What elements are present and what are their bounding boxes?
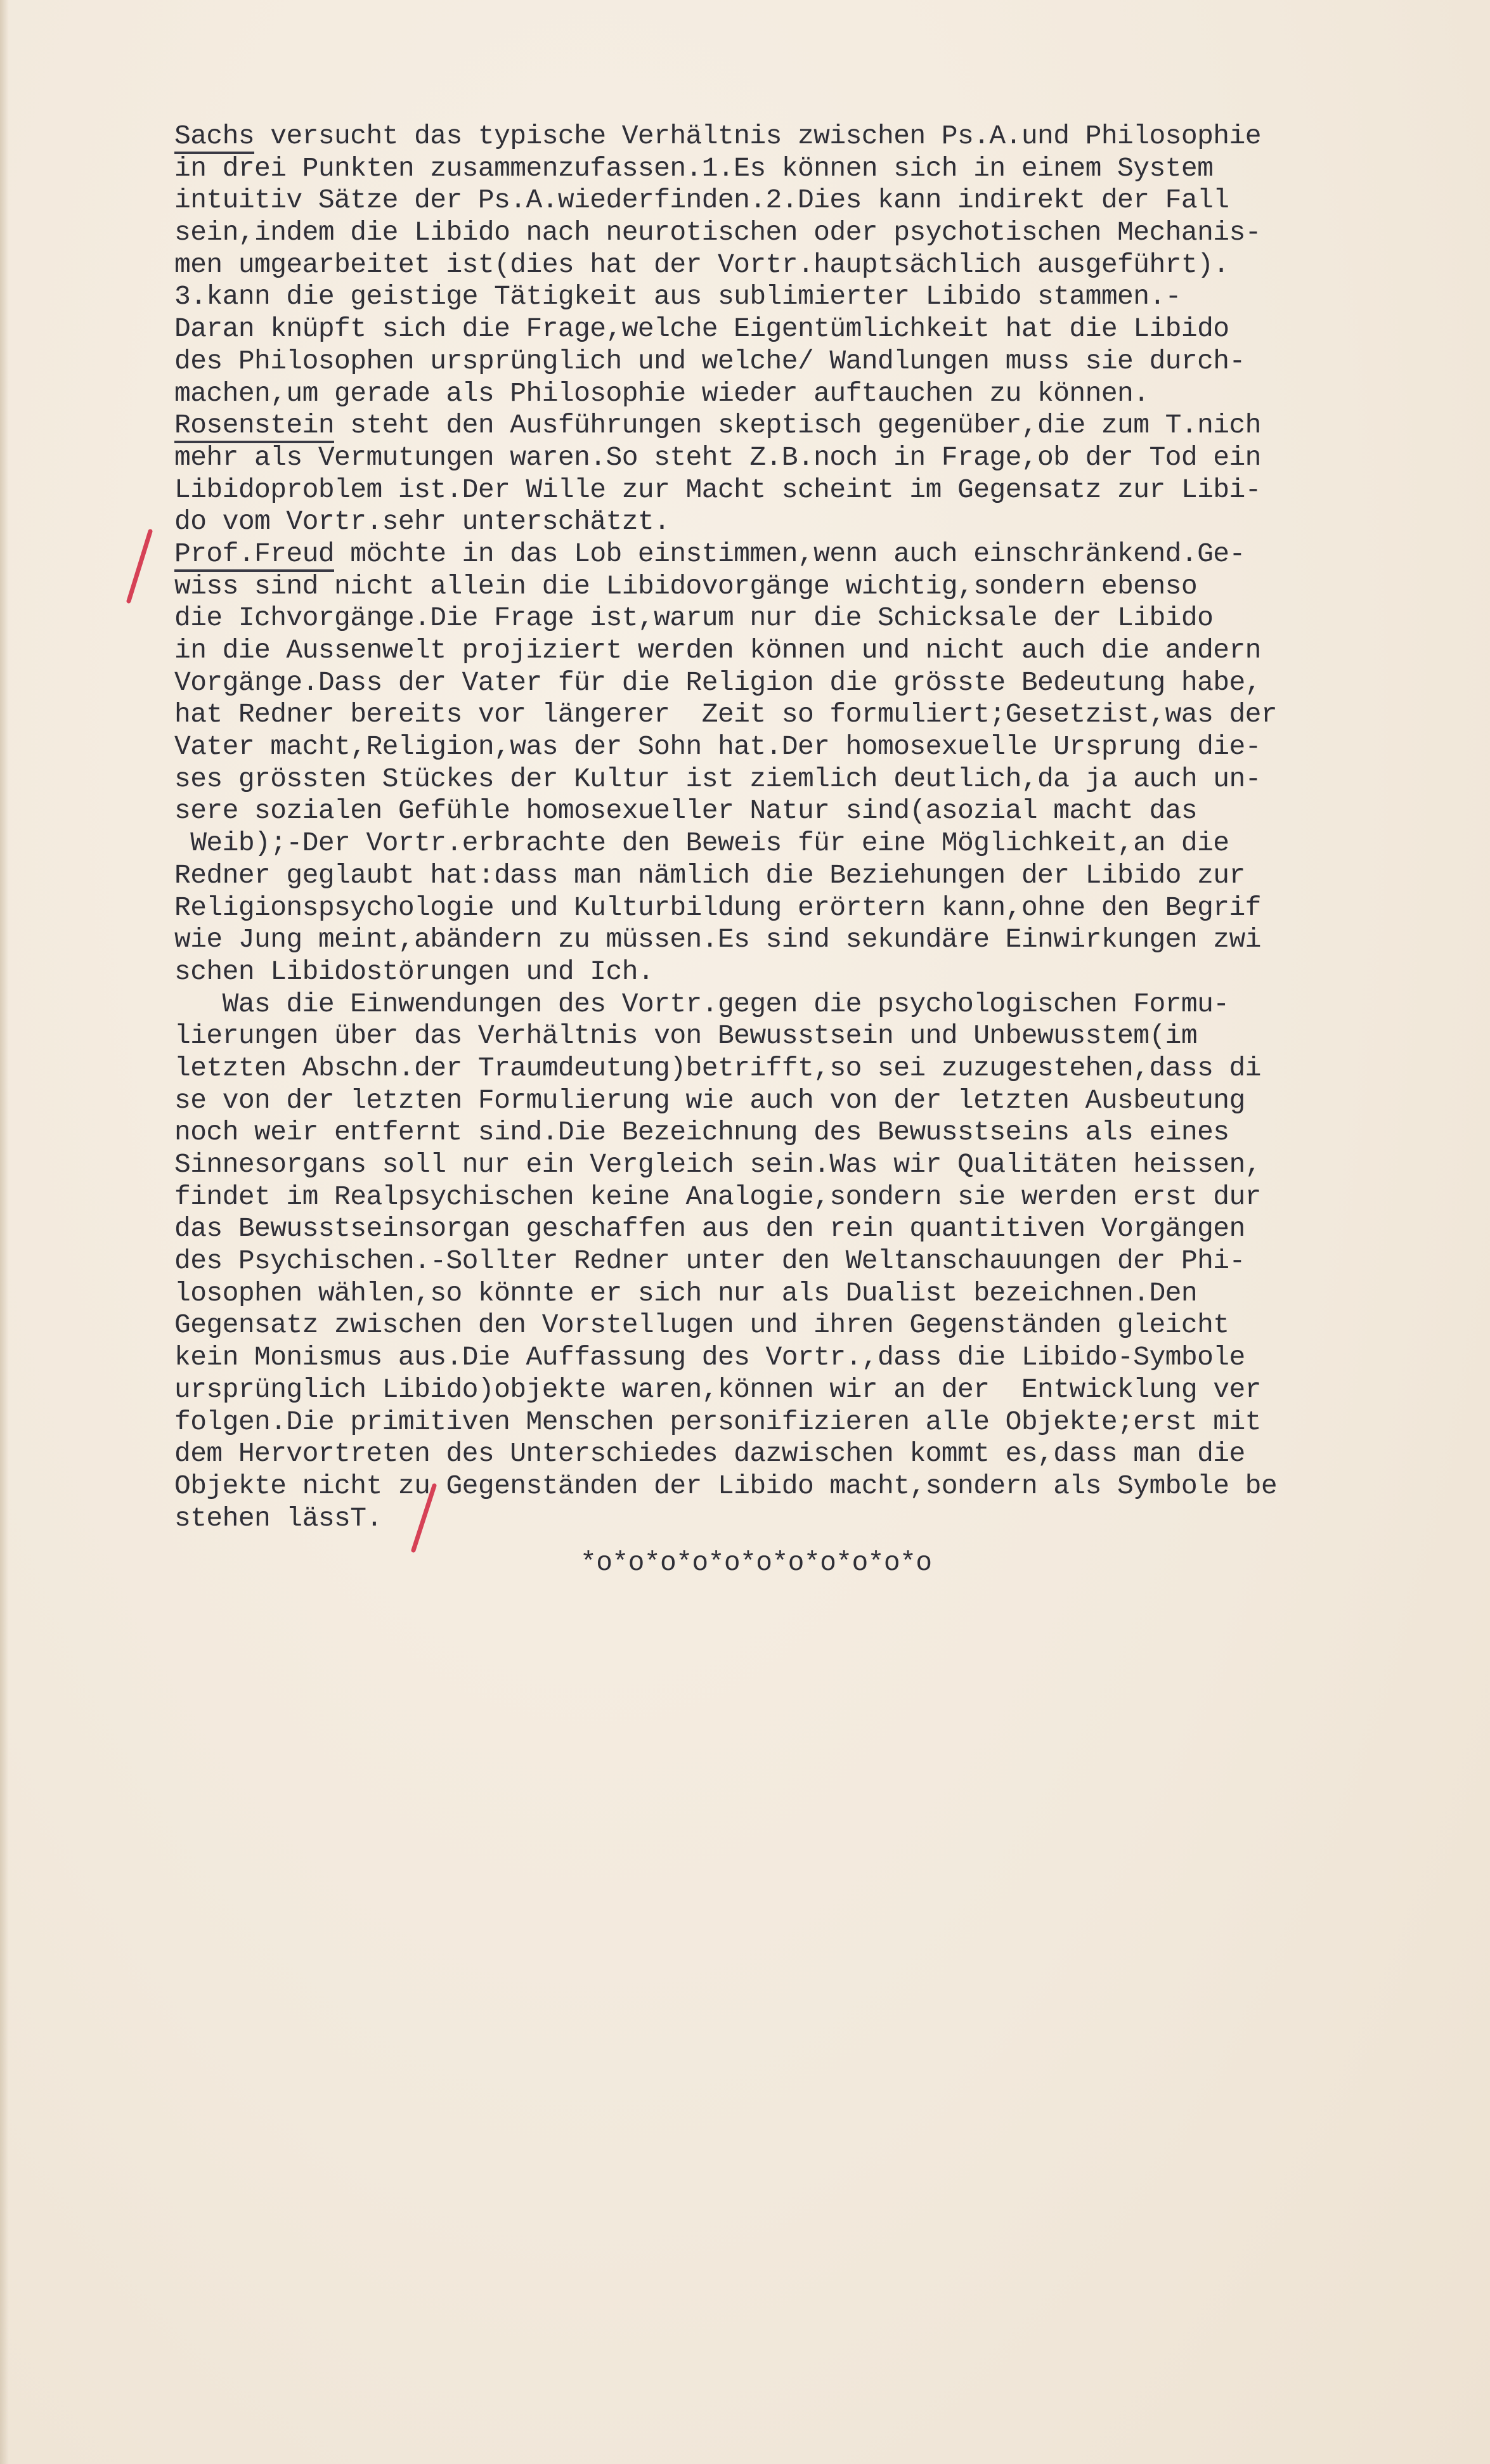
text-line: ses grössten Stückes der Kultur ist ziemlich deutlich,da ja auch un- <box>174 763 1261 794</box>
text-line: do vom Vortr.sehr unterschätzt. <box>174 506 670 538</box>
text-line: Libidoproblem ist.Der Wille zur Macht scheint im Gegensatz zur Libi- <box>174 474 1261 505</box>
text-line: Daran knüpft sich die Frage,welche Eigentümlichkeit hat die Libido <box>174 313 1229 345</box>
text-line: letzten Abschn.der Traumdeutung)betrifft,so sei zuzugestehen,dass di <box>174 1052 1261 1084</box>
text-line: Weib);-Der Vortr.erbrachte den Beweis für eine Möglichkeit,an die <box>174 827 1229 859</box>
text-line: Objekte nicht zu Gegenständen der Libido macht,sondern als Symbole be <box>174 1470 1278 1501</box>
text-line: lierungen über das Verhältnis von Bewusstsein und Unbewusstem(im <box>174 1020 1198 1052</box>
text-line: intuitiv Sätze der Ps.A.wiederfinden.2.Dies kann indirekt der Fall <box>174 185 1229 216</box>
text-line: findet im Realpsychischen keine Analogie,sondern sie werden erst dur <box>174 1181 1261 1212</box>
text-line: Religionspsychologie und Kulturbildung erörtern kann,ohne den Begrif <box>174 892 1261 923</box>
text-line: Sachs versucht das typische Verhältnis zwischen Ps.A.und Philosophie <box>174 120 1480 153</box>
text-line: Sinnesorgans soll nur ein Vergleich sein.Was wir Qualitäten heissen, <box>174 1149 1261 1180</box>
text-line: noch weir entfernt sind.Die Bezeichnung des Bewusstseins als eines <box>174 1117 1229 1148</box>
speaker-name-freud: Prof.Freud <box>174 538 334 572</box>
text-line: wiss sind nicht allein die Libidovorgänge wichtig,sondern ebenso <box>174 570 1198 602</box>
paper-edge-shadow <box>0 0 9 2464</box>
closing-ornament: *o*o*o*o*o*o*o*o*o*o*o <box>580 1547 932 1578</box>
text-line: des Psychischen.-Sollter Redner unter den Weltanschauungen der Phi- <box>174 1245 1245 1277</box>
red-pencil-mark-end <box>406 1481 444 1557</box>
text-line: 3.kann die geistige Tätigkeit aus sublimierter Libido stammen.- <box>174 281 1181 313</box>
text-line: Rosenstein steht den Ausführungen skeptisch gegenüber,die zum T.nich <box>174 410 1480 442</box>
text-line: folgen.Die primitiven Menschen personifizieren alle Objekte;erst mit <box>174 1406 1261 1437</box>
text-line: se von der letzten Formulierung wie auch von der letzten Ausbeutung <box>174 1084 1245 1116</box>
text-line: wie Jung meint,abändern zu müssen.Es sind sekundäre Einwirkungen zwi <box>174 924 1261 956</box>
text-line: Vorgänge.Dass der Vater für die Religion die grösste Bedeutung habe, <box>174 666 1261 698</box>
text-line: in drei Punkten zusammenzufassen.1.Es können sich in einem System <box>174 152 1214 184</box>
text-line: Redner geglaubt hat:dass man nämlich die Beziehungen der Libido zur <box>174 859 1245 891</box>
text-line: die Ichvorgänge.Die Frage ist,warum nur die Schicksale der Libido <box>174 602 1214 634</box>
text-line: ursprünglich Libido)objekte waren,können wir an der Entwicklung ver <box>174 1373 1261 1405</box>
text-line: schen Libidostörungen und Ich. <box>174 956 654 987</box>
text-line: kein Monismus aus.Die Auffassung des Vortr.,dass die Libido-Symbole <box>174 1342 1245 1373</box>
text-line: Vater macht,Religion,was der Sohn hat.Der homosexuelle Ursprung die- <box>174 731 1261 763</box>
text-line: Prof.Freud möchte in das Lob einstimmen,wenn auch einschränkend.Ge- <box>174 538 1480 571</box>
text-line: das Bewusstseinsorgan geschaffen aus den rein quantitiven Vorgängen <box>174 1213 1245 1245</box>
text-line: Was die Einwendungen des Vortr.gegen die psychologischen Formu- <box>174 988 1229 1020</box>
text-line: dem Hervortreten des Unterschiedes dazwischen kommt es,dass man die <box>174 1438 1245 1470</box>
text-line: machen,um gerade als Philosophie wieder auftauchen zu können. <box>174 377 1150 409</box>
speaker-name-sachs: Sachs <box>174 120 254 154</box>
text-line: sere sozialen Gefühle homosexueller Natur sind(asozial macht das <box>174 795 1198 827</box>
typed-body-text <box>174 120 1480 1534</box>
text-line: stehen lässT. <box>174 1502 382 1534</box>
red-pencil-mark-margin <box>117 526 162 609</box>
speaker-name-rosenstein: Rosenstein <box>174 410 334 443</box>
text-line: mehr als Vermutungen waren.So steht Z.B.noch in Frage,ob der Tod ein <box>174 441 1261 473</box>
text-line: losophen wählen,so könnte er sich nur als Dualist bezeichnen.Den <box>174 1277 1198 1309</box>
text-line: in die Aussenwelt projiziert werden können und nicht auch die andern <box>174 635 1261 666</box>
text-line: hat Redner bereits vor längerer Zeit so formuliert;Gesetzist,was der <box>174 699 1278 730</box>
text-line: Gegensatz zwischen den Vorstellugen und ihren Gegenständen gleicht <box>174 1309 1229 1341</box>
text-line: des Philosophen ursprünglich und welche/ Wandlungen muss sie durch- <box>174 345 1245 377</box>
text-line: sein,indem die Libido nach neurotischen oder psychotischen Mechanis- <box>174 217 1261 249</box>
text-line: men umgearbeitet ist(dies hat der Vortr.hauptsächlich ausgeführt). <box>174 249 1229 280</box>
